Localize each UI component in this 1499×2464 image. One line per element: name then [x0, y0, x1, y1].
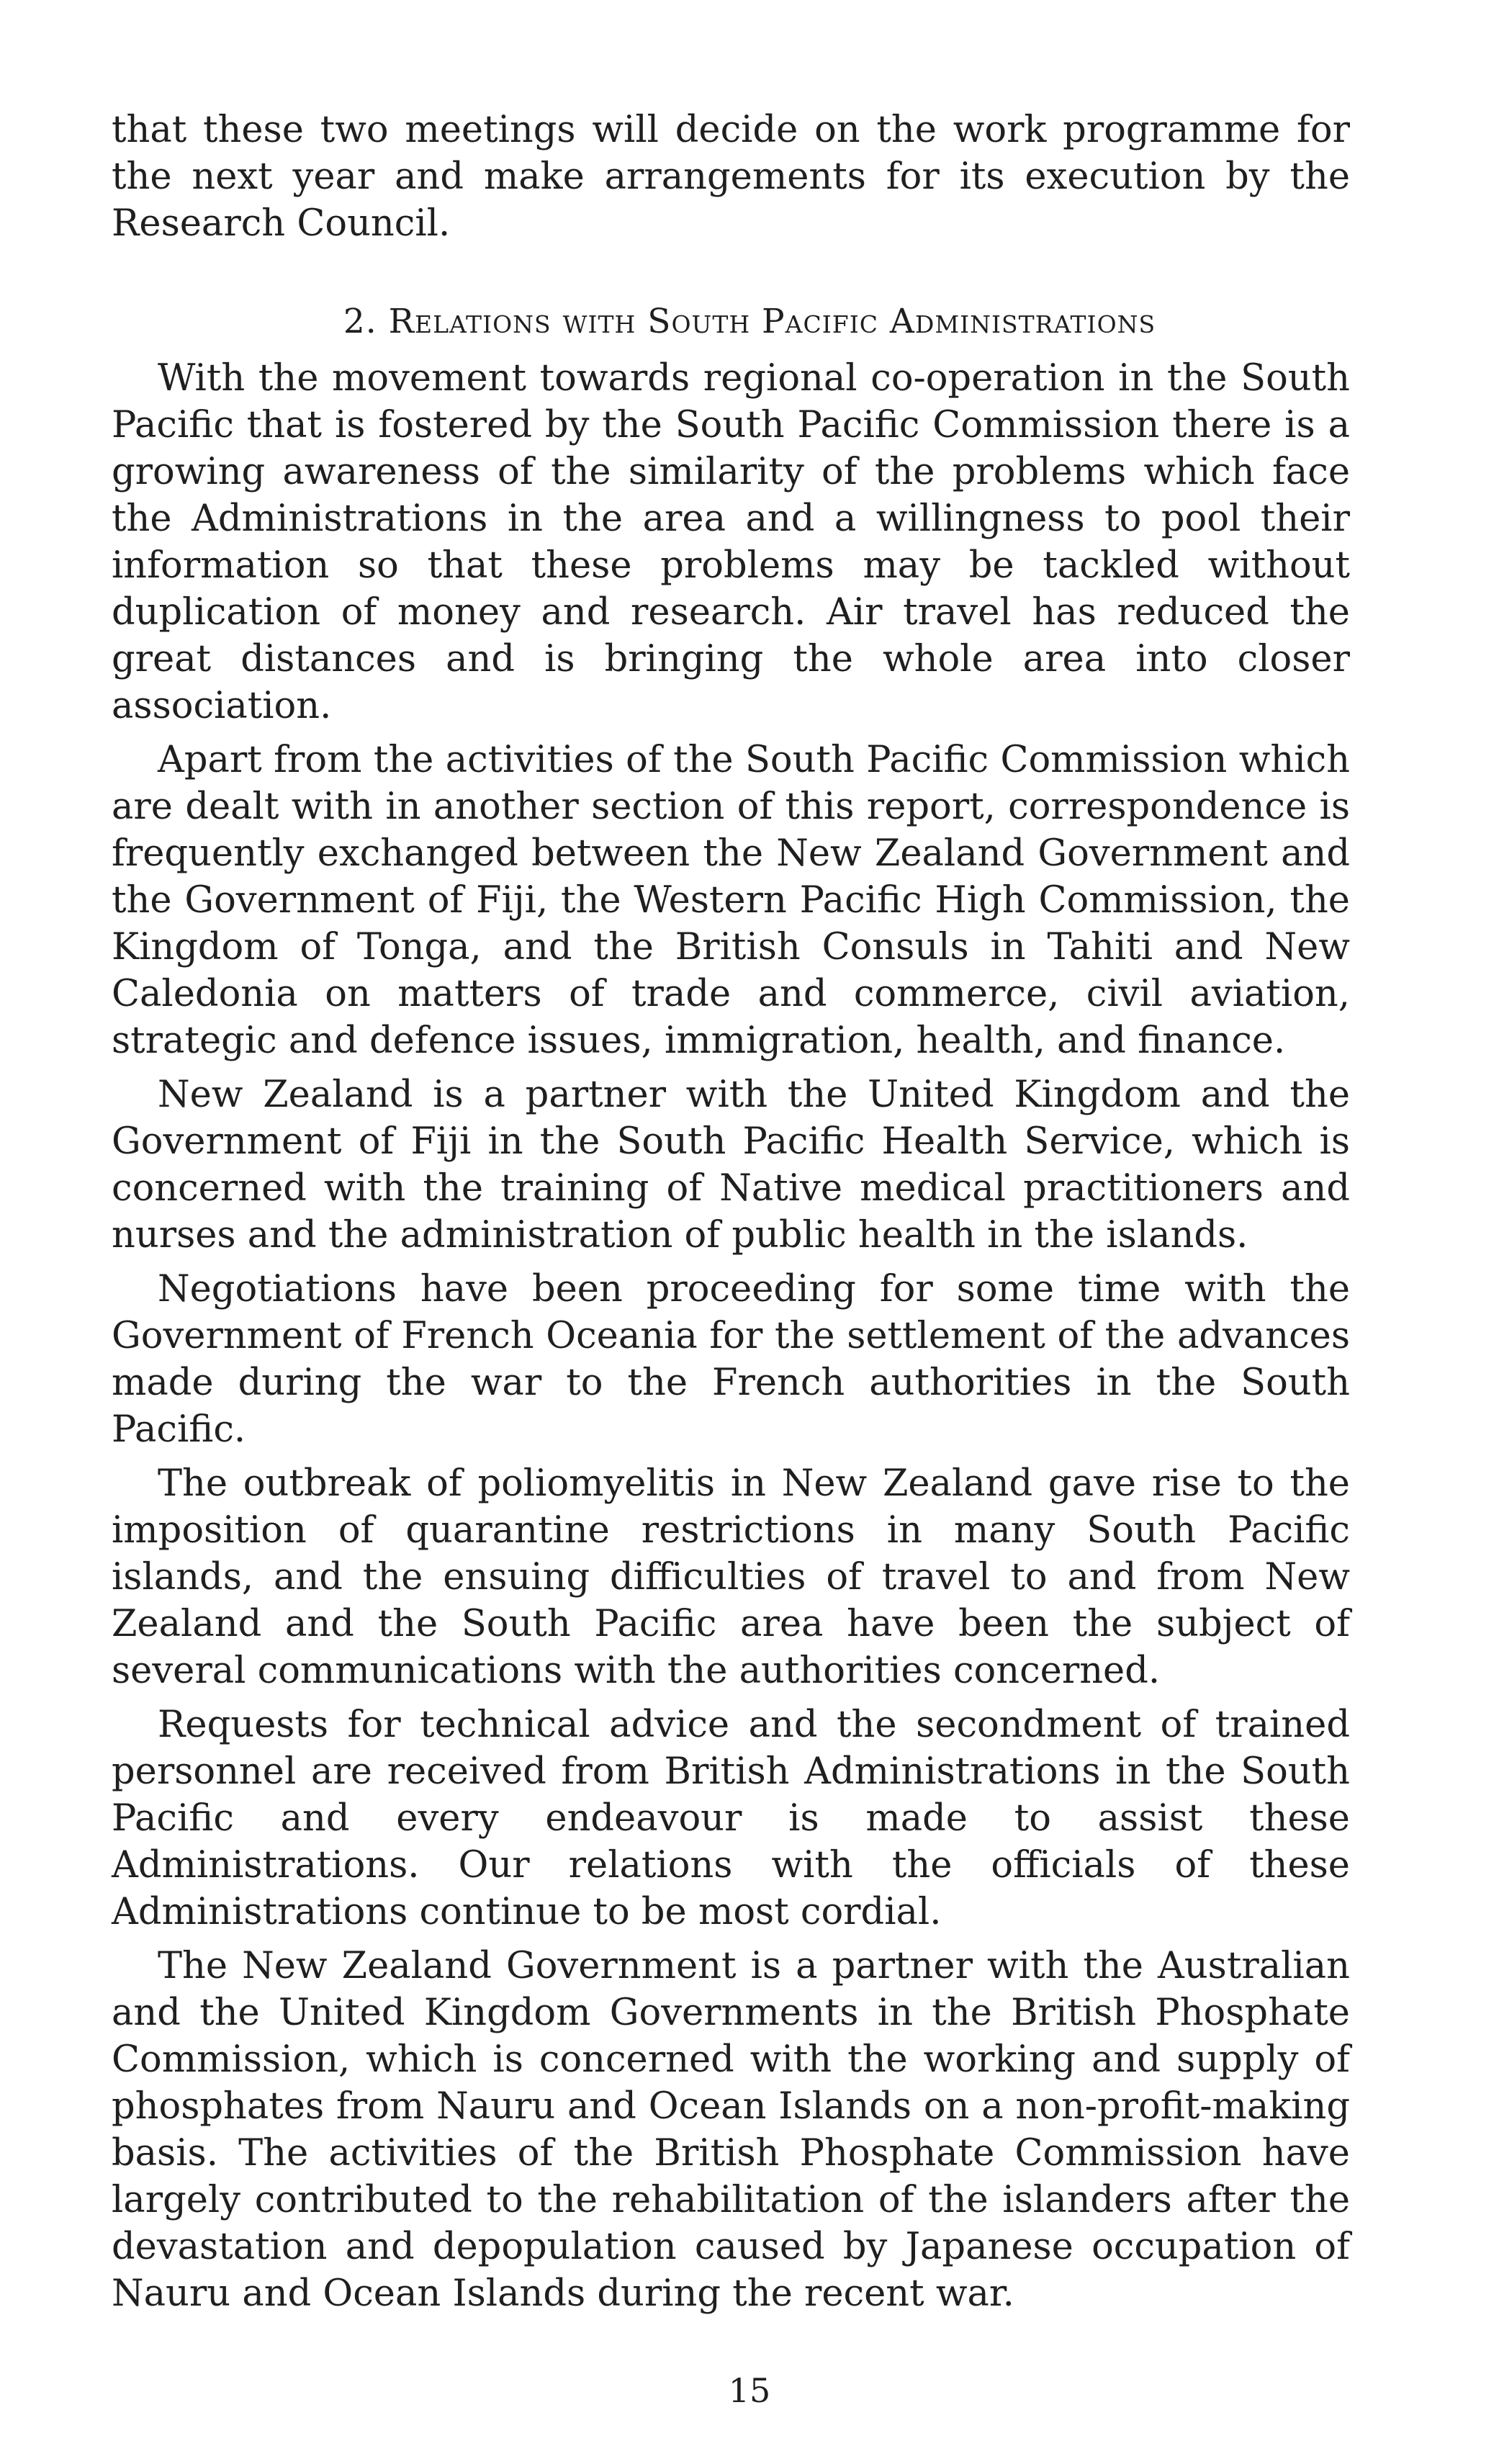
page-number: 15 — [728, 2371, 771, 2410]
paragraph-negotiations: Negotiations have been proceeding for some time with the Government of French Oceania for the settlement of the advances made during the war to the French authorities in the South Pacific. — [112, 1268, 1350, 1451]
paragraph-phosphate-commission: The New Zealand Government is a partner with the Australian and the United Kingdom Governments in the British Phosphate Commission, which is concerned with the working and supply of phosphates from Nauru and Ocean Islands on a non-profit-making basis. The activities of the British Phosphate Commission have largely contributed to the rehabilitation of the islanders after the devastation and depopulation caused by Japanese occupation of Nauru and Ocean Islands during the recent war. — [112, 1945, 1350, 2315]
paragraph-regional-cooperation: With the movement towards regional co-operation in the South Pacific that is fostered by the South Pacific Commission there is a growing awareness of the similarity of the problems which face the Administrations in the area and a willingness to pool their information so that these problems may be tackled without duplication of money and research. Air travel has reduced the great distances and is bringing the whole area into closer association. — [112, 357, 1350, 727]
section-heading: 2. Relations with South Pacific Administrations — [343, 302, 1156, 341]
paragraph-health-service: New Zealand is a partner with the United Kingdom and the Government of Fiji in the South Pacific Health Service, which is concerned with the training of Native medical practitioners and nurses and the administration of public health in the islands. — [112, 1074, 1350, 1256]
paragraph-technical-advice: Requests for technical advice and the secondment of trained personnel are received from British Administrations in the South Pacific and every endeavour is made to assist these Administrations. Our relations with the officials of these Administrations continue to be most cordial. — [112, 1704, 1350, 1933]
continuation-text — [112, 107, 1350, 247]
paragraph-poliomyelitis: The outbreak of poliomyelitis in New Zealand gave rise to the imposition of quarantine restrictions in many South Pacific islands, and the ensuing difficulties of travel to and from New Zealand and the South Pacific area have been the subject of several communications with the authorities concerned. — [112, 1462, 1350, 1692]
section-body — [112, 355, 1350, 2324]
paragraph-correspondence: Apart from the activities of the South Pacific Commission which are dealt with in another section of this report, correspondence is frequently exchanged between the New Zealand Government and the Government of Fiji, the Western Pacific High Commission, the Kingdom of Tonga, and the British Consuls in Tahiti and New Caledonia on matters of trade and commerce, civil aviation, strategic and defence issues, immigration, health, and finance. — [112, 739, 1350, 1062]
continuation-paragraph: that these two meetings will decide on the work programme for the next year and make arrangements for its execution by the Research Council. — [112, 109, 1350, 245]
